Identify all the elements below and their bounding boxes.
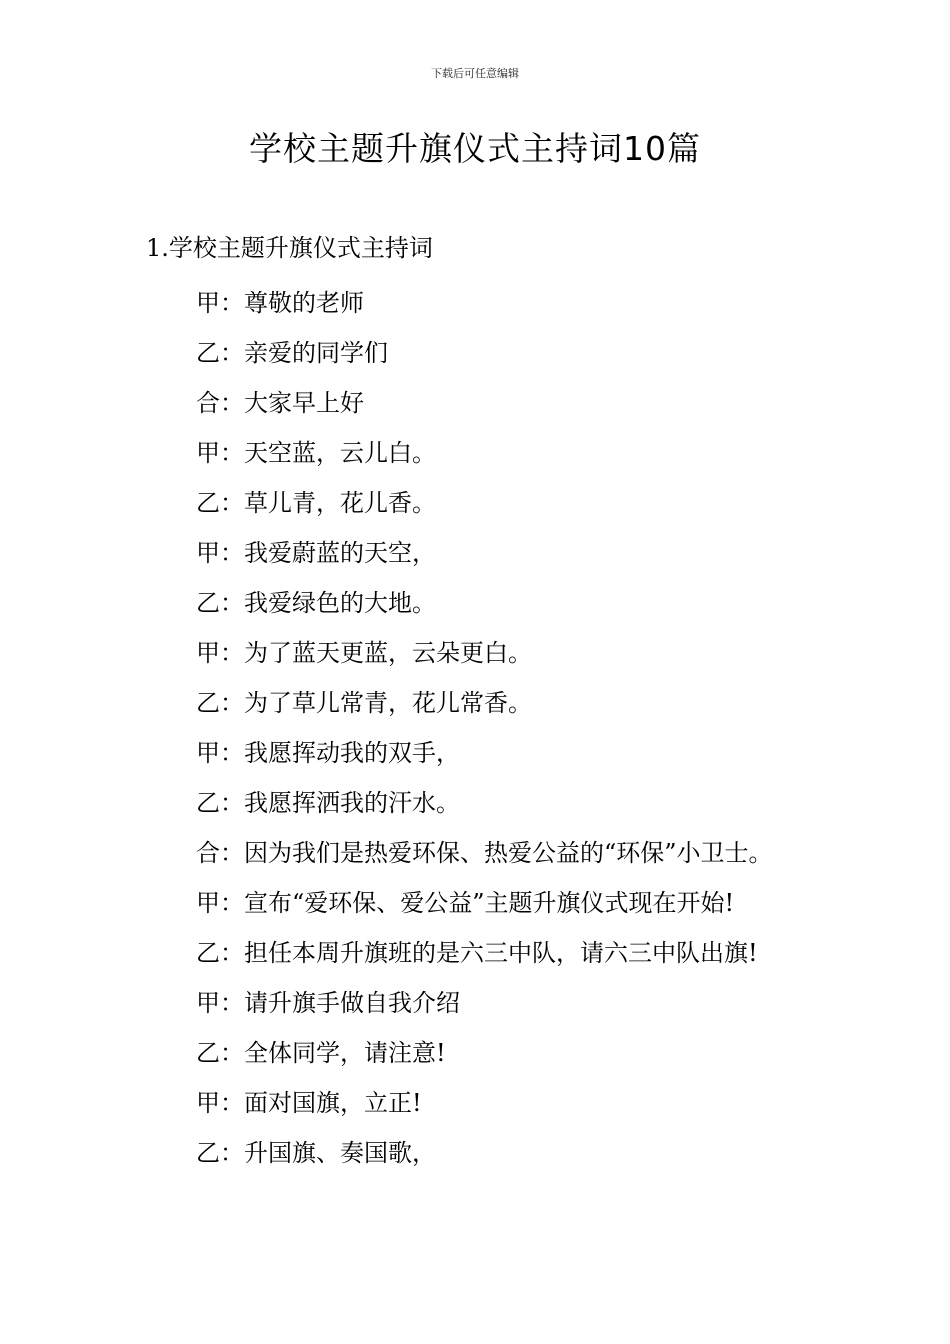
dialogue-line — [146, 478, 811, 528]
speaker-label: 甲 — [196, 439, 220, 467]
header-note: 下载后可任意编辑 — [431, 67, 519, 80]
dialogue-text: 草儿青，花儿香。 — [244, 489, 436, 517]
dialogue-text: 我爱蔚蓝的天空， — [244, 539, 436, 567]
dialogue-line — [146, 728, 811, 778]
speaker-colon: ： — [220, 589, 244, 617]
speaker-colon: ： — [220, 289, 244, 317]
dialogue-text: 宣布“爱环保、爱公益”主题升旗仪式现在开始! — [244, 889, 735, 917]
dialogue-text: 为了草儿常青，花儿常香。 — [244, 689, 532, 717]
dialogue-text: 尊敬的老师 — [244, 289, 364, 317]
dialogue-text: 请升旗手做自我介绍 — [244, 989, 460, 1017]
dialogue-text: 我爱绿色的大地。 — [244, 589, 436, 617]
speaker-colon: ： — [220, 889, 244, 917]
dialogue-list — [146, 278, 811, 1178]
dialogue-line — [146, 378, 811, 428]
dialogue-text: 我愿挥动我的双手， — [244, 739, 460, 767]
speaker-label: 甲 — [196, 1089, 220, 1117]
dialogue-line — [146, 278, 811, 328]
speaker-colon: ： — [220, 689, 244, 717]
speaker-colon: ： — [220, 439, 244, 467]
speaker-label: 乙 — [196, 489, 220, 517]
speaker-label: 甲 — [196, 989, 220, 1017]
speaker-label: 合 — [196, 839, 220, 867]
speaker-colon: ： — [220, 739, 244, 767]
speaker-label: 乙 — [196, 789, 220, 817]
speaker-label: 乙 — [196, 339, 220, 367]
speaker-label: 甲 — [196, 889, 220, 917]
dialogue-text: 面对国旗，立正! — [244, 1089, 422, 1117]
dialogue-text: 为了蓝天更蓝，云朵更白。 — [244, 639, 532, 667]
dialogue-line — [146, 978, 811, 1028]
dialogue-line — [146, 428, 811, 478]
speaker-colon: ： — [220, 1139, 244, 1167]
speaker-label: 甲 — [196, 289, 220, 317]
dialogue-text: 天空蓝，云儿白。 — [244, 439, 436, 467]
speaker-colon: ： — [220, 839, 244, 867]
speaker-colon: ： — [220, 989, 244, 1017]
dialogue-line — [146, 578, 811, 628]
dialogue-line — [146, 1078, 811, 1128]
speaker-label: 甲 — [196, 739, 220, 767]
dialogue-line — [146, 1028, 811, 1078]
dialogue-text: 因为我们是热爱环保、热爱公益的“环保”小卫士。 — [244, 839, 773, 867]
speaker-label: 乙 — [196, 689, 220, 717]
dialogue-text: 大家早上好 — [244, 389, 364, 417]
speaker-colon: ： — [220, 789, 244, 817]
dialogue-line — [146, 628, 811, 678]
dialogue-line — [146, 328, 811, 378]
section-heading: 1.学校主题升旗仪式主持词 — [146, 234, 433, 262]
speaker-colon: ： — [220, 489, 244, 517]
speaker-colon: ： — [220, 539, 244, 567]
dialogue-text: 亲爱的同学们 — [244, 339, 388, 367]
dialogue-line — [146, 828, 811, 878]
dialogue-line — [146, 1128, 811, 1178]
dialogue-line — [146, 878, 811, 928]
speaker-label: 乙 — [196, 589, 220, 617]
speaker-label: 乙 — [196, 939, 220, 967]
speaker-label: 甲 — [196, 539, 220, 567]
speaker-colon: ： — [220, 1039, 244, 1067]
speaker-label: 乙 — [196, 1139, 220, 1167]
speaker-colon: ： — [220, 1089, 244, 1117]
speaker-label: 合 — [196, 389, 220, 417]
dialogue-line — [146, 928, 811, 978]
dialogue-text: 全体同学，请注意! — [244, 1039, 446, 1067]
speaker-label: 甲 — [196, 639, 220, 667]
dialogue-line — [146, 528, 811, 578]
speaker-colon: ： — [220, 339, 244, 367]
speaker-colon: ： — [220, 639, 244, 667]
speaker-label: 乙 — [196, 1039, 220, 1067]
dialogue-line — [146, 678, 811, 728]
dialogue-text: 升国旗、奏国歌， — [244, 1139, 436, 1167]
speaker-colon: ： — [220, 939, 244, 967]
dialogue-text: 我愿挥洒我的汗水。 — [244, 789, 460, 817]
speaker-colon: ： — [220, 389, 244, 417]
document-title: 学校主题升旗仪式主持词10篇 — [249, 129, 701, 168]
dialogue-line — [146, 778, 811, 828]
dialogue-text: 担任本周升旗班的是六三中队，请六三中队出旗! — [244, 939, 758, 967]
